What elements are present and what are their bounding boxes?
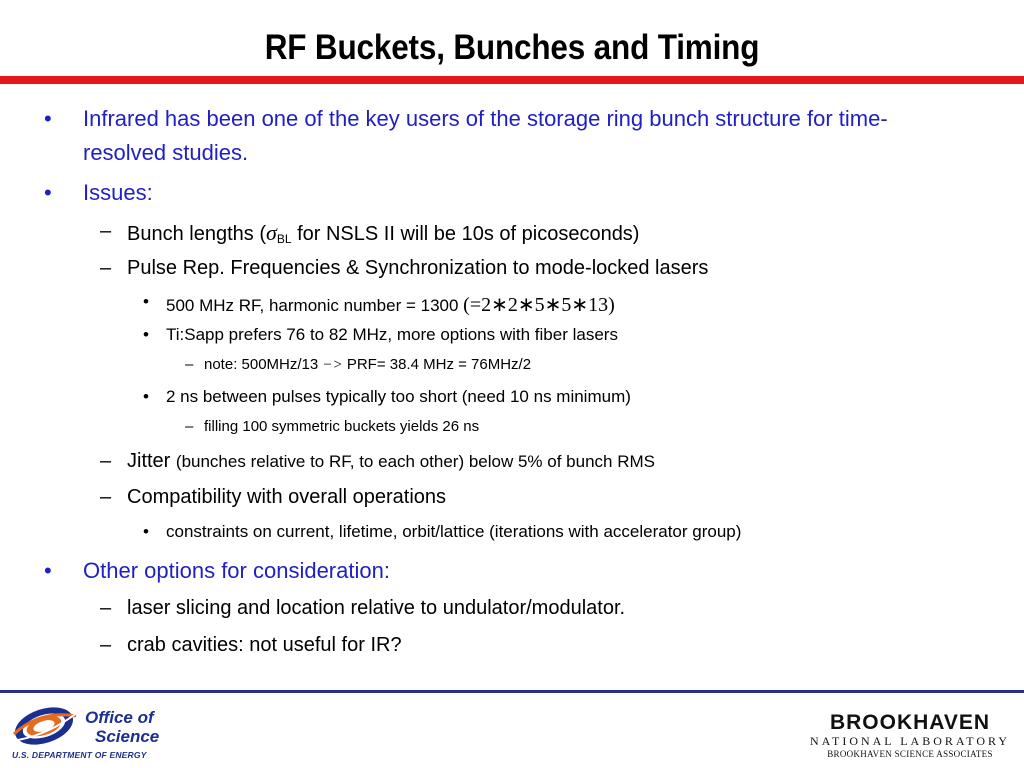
bullet-marker-small: • (143, 387, 149, 406)
dash-marker: – (100, 257, 112, 279)
bullet-marker-small: • (143, 325, 149, 344)
item-note-prf (204, 356, 531, 374)
note-suffix: PRF= 38.4 MHz = 76MHz/2 (342, 356, 532, 373)
dash-marker: – (100, 486, 112, 508)
item-500mhz-rf (166, 292, 615, 317)
item-laser-slicing: laser slicing and location relative to undulator/modulator. (127, 597, 626, 619)
item-pulse-rep: Pulse Rep. Frequencies & Synchronization to mode-locked lasers (127, 257, 709, 279)
note-prefix: note: 500MHz/13 (204, 356, 323, 373)
doe-swirl-icon (10, 704, 82, 750)
bullet-marker: • (44, 180, 52, 205)
item-compatibility: Compatibility with overall operations (127, 486, 447, 508)
rf-harmonic-text: 500 MHz RF, harmonic number = 1300 (166, 296, 464, 315)
bullet-infrared-line1: Infrared has been one of the key users of the storage ring bunch structure for time- (83, 106, 888, 131)
dash-marker: – (100, 597, 112, 619)
dash-marker: – (100, 450, 112, 472)
dash-marker-small: – (185, 356, 194, 373)
jitter-detail: (bunches relative to RF, to each other) below 5% of bunch RMS (175, 452, 655, 471)
bullet-marker: • (44, 558, 52, 583)
item-tisapp: Ti:Sapp prefers 76 to 82 MHz, more options with fiber lasers (166, 325, 618, 344)
bunch-lengths-prefix: Bunch lengths ( (127, 223, 266, 245)
bunch-lengths-suffix: for NSLS II will be 10s of picoseconds) (291, 223, 640, 245)
dash-marker: – (100, 220, 112, 242)
science-text: Science (95, 727, 160, 746)
arrow-symbol: −> (322, 357, 343, 373)
dash-marker: – (100, 634, 112, 656)
item-constraints: constraints on current, lifetime, orbit/lattice (iterations with accelerator group) (166, 522, 742, 541)
brookhaven-logo (808, 712, 1012, 764)
dash-marker-small: – (185, 418, 194, 435)
bullet-marker-small: • (143, 522, 149, 541)
brookhaven-science-associates-text: BROOKHAVEN SCIENCE ASSOCIATES (827, 749, 993, 759)
item-jitter (127, 450, 655, 473)
bullet-infrared-line2: resolved studies. (83, 140, 249, 165)
national-laboratory-text: NATIONAL LABORATORY (809, 734, 1010, 748)
sigma-symbol: σ (265, 220, 277, 245)
item-bunch-lengths (127, 220, 639, 246)
office-of-text: Office of (85, 708, 154, 727)
bullet-other-options: Other options for consideration: (83, 558, 390, 583)
doe-office-of-science-logo (10, 704, 200, 762)
bullet-marker-small: • (143, 292, 149, 311)
slide-title: RF Buckets, Bunches and Timing (264, 28, 760, 67)
brookhaven-wordmark: BROOKHAVEN (829, 711, 991, 734)
footer-rule-blue (0, 690, 1024, 693)
bullet-marker: • (44, 106, 52, 131)
us-doe-text: U.S. DEPARTMENT OF ENERGY (12, 750, 147, 760)
bullet-issues: Issues: (83, 180, 153, 205)
item-filling-buckets: filling 100 symmetric buckets yields 26 ns (204, 418, 480, 435)
sigma-subscript: BL (276, 232, 292, 246)
item-2ns-pulses: 2 ns between pulses typically too short (need 10 ns minimum) (166, 387, 631, 406)
jitter-label: Jitter (127, 450, 176, 472)
item-crab-cavities: crab cavities: not useful for IR? (127, 634, 402, 656)
harmonic-factorization: (=2∗2∗5∗5∗13) (463, 294, 615, 316)
